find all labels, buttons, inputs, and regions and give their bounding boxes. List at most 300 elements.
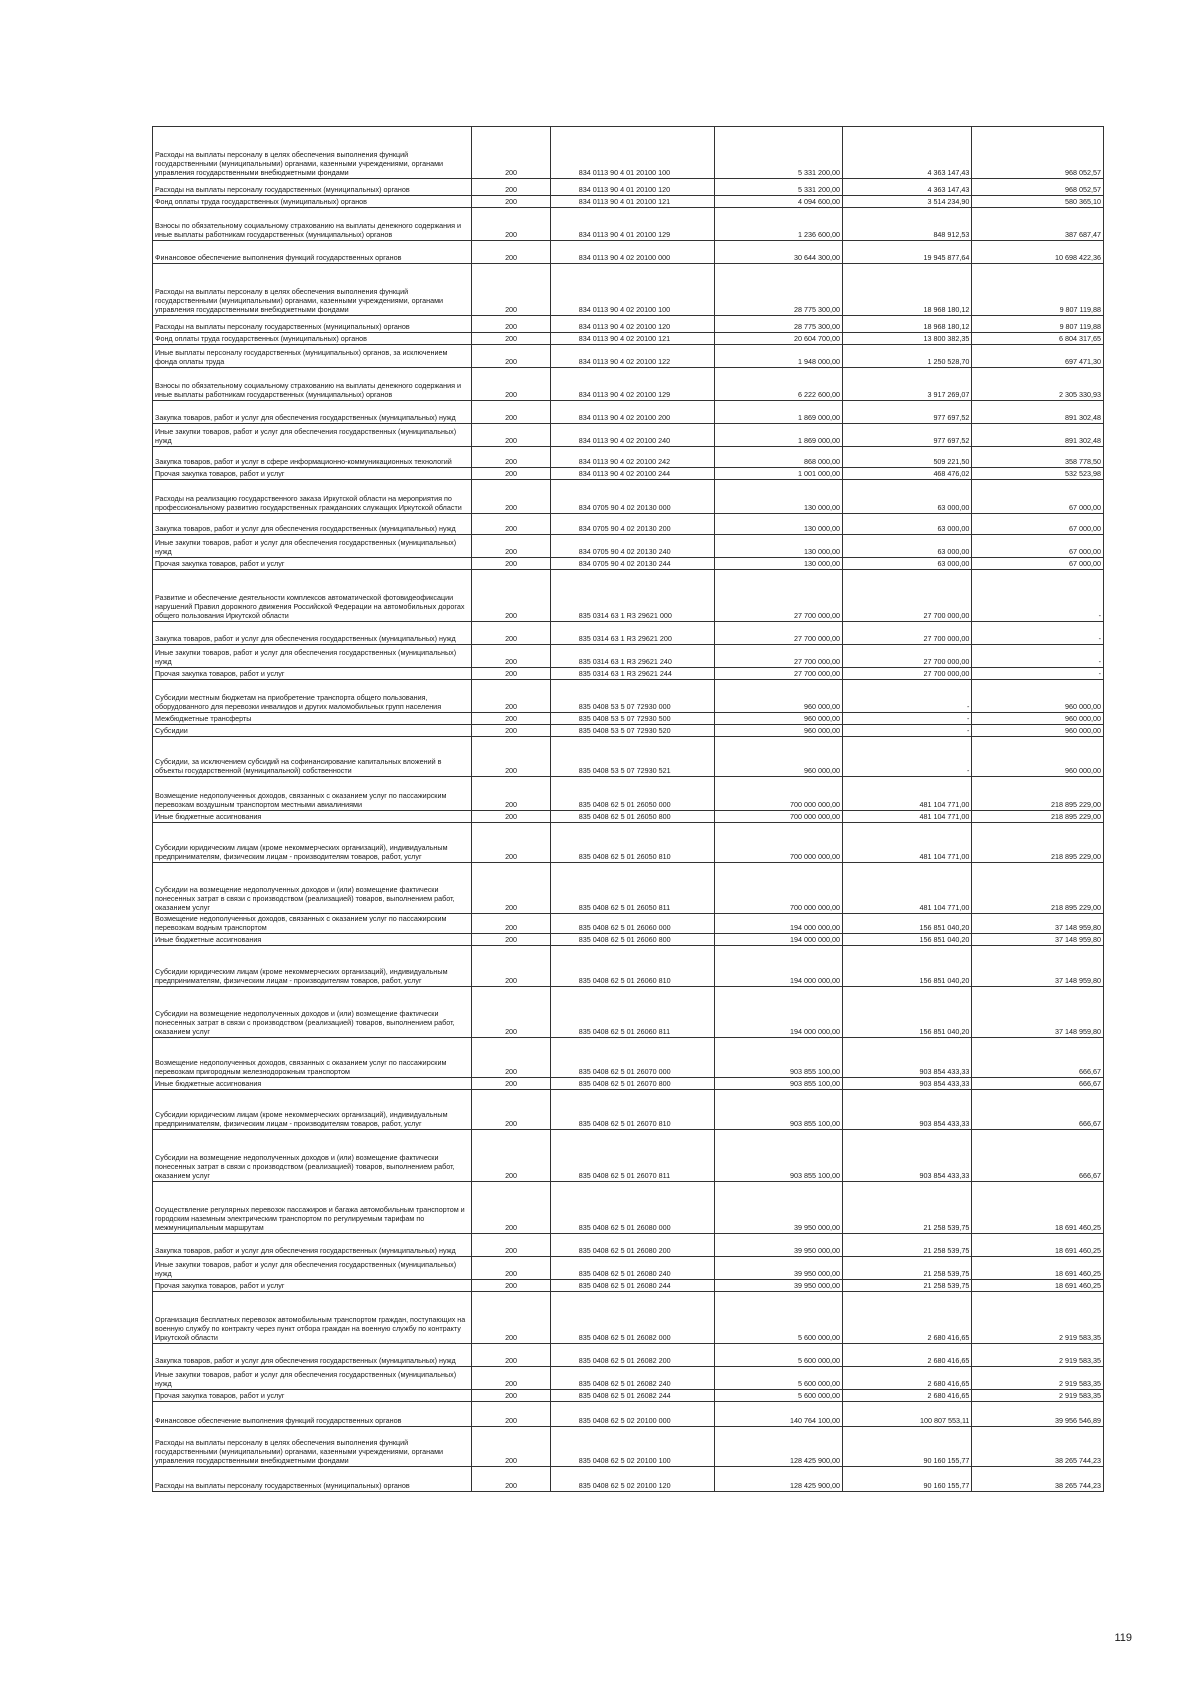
table-row [153,737,1104,777]
row-code-cell: 200 [472,264,550,316]
row-executed-cell: 21 258 539,75 [842,1257,971,1280]
table-row [153,535,1104,558]
row-unexecuted-cell: - [972,668,1104,680]
row-name-cell: Прочая закупка товаров, работ и услуг [153,468,472,480]
table-row [153,1367,1104,1390]
row-kbk-cell: 835 0408 62 5 01 26082 000 [550,1292,714,1344]
row-approved-cell: 1 869 000,00 [714,424,842,447]
row-code-cell: 200 [472,514,550,535]
table-row [153,1078,1104,1090]
row-unexecuted-cell: 18 691 460,25 [972,1234,1104,1257]
row-name-cell: Субсидии на возмещение недополученных доходов и (или) возмещение фактически понесенных затрат в связи с производством (реализацией) товаров, выполнением работ, оказанием услуг [153,987,472,1038]
row-executed-cell: 977 697,52 [842,401,971,424]
row-name-cell: Финансовое обеспечение выполнения функций государственных органов [153,1402,472,1427]
row-code-cell: 200 [472,737,550,777]
row-unexecuted-cell: 532 523,98 [972,468,1104,480]
row-name-cell: Развитие и обеспечение деятельности комплексов автоматической фотовидеофиксации нарушений Правил дорожного движения Российской Федерации на автомобильных дорогах общего пользования Иркутской области [153,570,472,622]
table-row [153,1344,1104,1367]
row-code-cell: 200 [472,424,550,447]
row-approved-cell: 6 222 600,00 [714,368,842,401]
row-approved-cell: 5 600 000,00 [714,1292,842,1344]
table-row [153,1292,1104,1344]
row-code-cell: 200 [472,668,550,680]
table-row [153,241,1104,264]
row-executed-cell: 3 514 234,90 [842,196,971,208]
row-kbk-cell: 835 0408 62 5 01 26070 000 [550,1038,714,1078]
row-approved-cell: 27 700 000,00 [714,570,842,622]
row-kbk-cell: 835 0408 62 5 02 20100 120 [550,1467,714,1492]
row-code-cell: 200 [472,914,550,934]
row-kbk-cell: 834 0113 90 4 01 20100 129 [550,208,714,241]
row-name-cell: Иные закупки товаров, работ и услуг для обеспечения государственных (муниципальных) нужд [153,1367,472,1390]
row-executed-cell: 63 000,00 [842,514,971,535]
row-approved-cell: 903 855 100,00 [714,1090,842,1130]
table-row [153,1402,1104,1427]
row-kbk-cell: 835 0408 62 5 01 26060 810 [550,946,714,987]
row-kbk-cell: 835 0408 62 5 02 20100 000 [550,1402,714,1427]
row-executed-cell: 4 363 147,43 [842,179,971,196]
row-executed-cell: 13 800 382,35 [842,333,971,345]
row-executed-cell: 63 000,00 [842,558,971,570]
row-name-cell: Возмещение недополученных доходов, связанных с оказанием услуг по пассажирским перевозкам воздушным транспортом местными авиалиниями [153,777,472,811]
table-row [153,645,1104,668]
row-executed-cell: - [842,737,971,777]
row-approved-cell: 960 000,00 [714,680,842,713]
row-code-cell: 200 [472,1467,550,1492]
row-approved-cell: 700 000 000,00 [714,777,842,811]
row-executed-cell: - [842,680,971,713]
row-executed-cell: 2 680 416,65 [842,1390,971,1402]
row-kbk-cell: 835 0408 62 5 01 26050 810 [550,823,714,863]
row-unexecuted-cell: 960 000,00 [972,680,1104,713]
row-executed-cell: 848 912,53 [842,208,971,241]
row-executed-cell: 156 851 040,20 [842,987,971,1038]
row-approved-cell: 27 700 000,00 [714,645,842,668]
row-name-cell: Расходы на реализацию государственного заказа Иркутской области на мероприятия по профессиональному развитию государственных гражданских служащих Иркутской области [153,480,472,514]
table-row [153,558,1104,570]
row-executed-cell: 156 851 040,20 [842,914,971,934]
row-approved-cell: 39 950 000,00 [714,1257,842,1280]
row-code-cell: 200 [472,345,550,368]
row-kbk-cell: 834 0113 90 4 01 20100 100 [550,127,714,179]
row-name-cell: Финансовое обеспечение выполнения функций государственных органов [153,241,472,264]
row-executed-cell: 100 807 553,11 [842,1402,971,1427]
row-kbk-cell: 835 0408 62 5 02 20100 100 [550,1427,714,1467]
row-unexecuted-cell: 960 000,00 [972,725,1104,737]
row-name-cell: Взносы по обязательному социальному страхованию на выплаты денежного содержания и иные выплаты работникам государственных (муниципальных) органов [153,368,472,401]
row-approved-cell: 39 950 000,00 [714,1280,842,1292]
row-code-cell: 200 [472,934,550,946]
row-executed-cell: 18 968 180,12 [842,264,971,316]
row-name-cell: Прочая закупка товаров, работ и услуг [153,1390,472,1402]
row-name-cell: Субсидии, за исключением субсидий на софинансирование капитальных вложений в объекты государственной (муниципальной) собственности [153,737,472,777]
row-unexecuted-cell: 580 365,10 [972,196,1104,208]
table-row [153,823,1104,863]
row-executed-cell: 19 945 877,64 [842,241,971,264]
table-row [153,1130,1104,1182]
row-code-cell: 200 [472,1427,550,1467]
row-name-cell: Расходы на выплаты персоналу в целях обеспечения выполнения функций государственными (муниципальными) органами, казенными учреждениями, органами управления государственными внебюджетными фондами [153,1427,472,1467]
row-unexecuted-cell: 218 895 229,00 [972,863,1104,914]
row-approved-cell: 1 001 000,00 [714,468,842,480]
row-name-cell: Фонд оплаты труда государственных (муниципальных) органов [153,196,472,208]
row-executed-cell: 156 851 040,20 [842,946,971,987]
row-approved-cell: 5 600 000,00 [714,1344,842,1367]
row-name-cell: Возмещение недополученных доходов, связанных с оказанием услуг по пассажирским перевозкам пригородным железнодорожным транспортом [153,1038,472,1078]
row-name-cell: Фонд оплаты труда государственных (муниципальных) органов [153,333,472,345]
row-unexecuted-cell: 18 691 460,25 [972,1182,1104,1234]
row-approved-cell: 960 000,00 [714,737,842,777]
row-code-cell: 200 [472,127,550,179]
row-executed-cell: 90 160 155,77 [842,1467,971,1492]
row-unexecuted-cell: 697 471,30 [972,345,1104,368]
row-kbk-cell: 835 0408 62 5 01 26080 244 [550,1280,714,1292]
row-kbk-cell: 835 0408 53 5 07 72930 521 [550,737,714,777]
row-name-cell: Иные бюджетные ассигнования [153,1078,472,1090]
row-name-cell: Расходы на выплаты персоналу государственных (муниципальных) органов [153,179,472,196]
row-name-cell: Иные бюджетные ассигнования [153,934,472,946]
row-code-cell: 200 [472,823,550,863]
row-name-cell: Прочая закупка товаров, работ и услуг [153,1280,472,1292]
table-row [153,1038,1104,1078]
row-executed-cell: 2 680 416,65 [842,1292,971,1344]
row-kbk-cell: 834 0113 90 4 01 20100 121 [550,196,714,208]
table-row [153,570,1104,622]
row-code-cell: 200 [472,368,550,401]
row-kbk-cell: 835 0408 62 5 01 26080 240 [550,1257,714,1280]
page-number: 119 [1114,1632,1132,1644]
row-name-cell: Организация бесплатных перевозок автомобильным транспортом граждан, поступающих на военную службу по контракту через пункт отбора граждан на военную службу по контракту Иркутской области [153,1292,472,1344]
row-unexecuted-cell: - [972,622,1104,645]
row-kbk-cell: 834 0113 90 4 02 20100 129 [550,368,714,401]
row-unexecuted-cell: 2 919 583,35 [972,1390,1104,1402]
row-kbk-cell: 835 0408 62 5 01 26050 000 [550,777,714,811]
row-unexecuted-cell: 891 302,48 [972,401,1104,424]
row-unexecuted-cell: 67 000,00 [972,535,1104,558]
row-kbk-cell: 834 0705 90 4 02 20130 240 [550,535,714,558]
row-name-cell: Закупка товаров, работ и услуг в сфере информационно-коммуникационных технологий [153,447,472,468]
row-approved-cell: 868 000,00 [714,447,842,468]
row-kbk-cell: 834 0113 90 4 02 20100 120 [550,316,714,333]
row-executed-cell: 4 363 147,43 [842,127,971,179]
row-executed-cell: 21 258 539,75 [842,1234,971,1257]
row-name-cell: Иные выплаты персоналу государственных (муниципальных) органов, за исключением фонда оплаты труда [153,345,472,368]
row-approved-cell: 5 600 000,00 [714,1390,842,1402]
row-unexecuted-cell: 67 000,00 [972,480,1104,514]
row-executed-cell: 63 000,00 [842,535,971,558]
table-row [153,1280,1104,1292]
row-executed-cell: - [842,713,971,725]
row-code-cell: 200 [472,1234,550,1257]
row-kbk-cell: 835 0314 63 1 R3 29621 200 [550,622,714,645]
row-name-cell: Закупка товаров, работ и услуг для обеспечения государственных (муниципальных) нужд [153,1344,472,1367]
row-code-cell: 200 [472,622,550,645]
row-kbk-cell: 834 0113 90 4 02 20100 242 [550,447,714,468]
row-approved-cell: 5 600 000,00 [714,1367,842,1390]
row-code-cell: 200 [472,196,550,208]
row-unexecuted-cell: 37 148 959,80 [972,934,1104,946]
row-unexecuted-cell: - [972,570,1104,622]
row-executed-cell: 1 250 528,70 [842,345,971,368]
row-approved-cell: 130 000,00 [714,480,842,514]
table-row [153,777,1104,811]
row-code-cell: 200 [472,1280,550,1292]
row-unexecuted-cell: 960 000,00 [972,737,1104,777]
row-executed-cell: 509 221,50 [842,447,971,468]
row-code-cell: 200 [472,179,550,196]
row-code-cell: 200 [472,447,550,468]
row-unexecuted-cell: 2 919 583,35 [972,1292,1104,1344]
row-name-cell: Субсидии юридическим лицам (кроме некоммерческих организаций), индивидуальным предпринимателям, физическим лицам - производителям товаров, работ, услуг [153,1090,472,1130]
row-approved-cell: 39 950 000,00 [714,1182,842,1234]
table-row [153,668,1104,680]
row-approved-cell: 128 425 900,00 [714,1427,842,1467]
row-unexecuted-cell: 9 807 119,88 [972,316,1104,333]
row-unexecuted-cell: 67 000,00 [972,558,1104,570]
row-unexecuted-cell: 218 895 229,00 [972,823,1104,863]
row-executed-cell: 903 854 433,33 [842,1090,971,1130]
row-approved-cell: 30 644 300,00 [714,241,842,264]
row-kbk-cell: 835 0408 62 5 01 26050 800 [550,811,714,823]
row-kbk-cell: 834 0113 90 4 02 20100 000 [550,241,714,264]
row-executed-cell: 27 700 000,00 [842,570,971,622]
row-unexecuted-cell: 960 000,00 [972,713,1104,725]
table-row [153,179,1104,196]
row-code-cell: 200 [472,333,550,345]
row-unexecuted-cell: 218 895 229,00 [972,777,1104,811]
row-executed-cell: 2 680 416,65 [842,1367,971,1390]
row-unexecuted-cell: 2 919 583,35 [972,1344,1104,1367]
row-kbk-cell: 835 0408 62 5 01 26080 200 [550,1234,714,1257]
row-name-cell: Субсидии юридическим лицам (кроме некоммерческих организаций), индивидуальным предпринимателям, физическим лицам - производителям товаров, работ, услуг [153,946,472,987]
row-code-cell: 200 [472,1390,550,1402]
row-executed-cell: 3 917 269,07 [842,368,971,401]
row-name-cell: Расходы на выплаты персоналу государственных (муниципальных) органов [153,316,472,333]
row-executed-cell: 468 476,02 [842,468,971,480]
row-approved-cell: 130 000,00 [714,558,842,570]
row-name-cell: Закупка товаров, работ и услуг для обеспечения государственных (муниципальных) нужд [153,1234,472,1257]
row-approved-cell: 194 000 000,00 [714,987,842,1038]
table-row [153,914,1104,934]
row-unexecuted-cell: 18 691 460,25 [972,1280,1104,1292]
row-kbk-cell: 834 0113 90 4 01 20100 120 [550,179,714,196]
row-approved-cell: 28 775 300,00 [714,316,842,333]
row-kbk-cell: 835 0408 62 5 01 26070 810 [550,1090,714,1130]
row-approved-cell: 1 869 000,00 [714,401,842,424]
row-kbk-cell: 835 0408 62 5 01 26060 811 [550,987,714,1038]
table-row [153,1467,1104,1492]
row-kbk-cell: 834 0705 90 4 02 20130 200 [550,514,714,535]
table-row [153,401,1104,424]
row-kbk-cell: 835 0408 53 5 07 72930 500 [550,713,714,725]
row-name-cell: Субсидии [153,725,472,737]
table-row [153,1427,1104,1467]
row-name-cell: Закупка товаров, работ и услуг для обеспечения государственных (муниципальных) нужд [153,514,472,535]
row-unexecuted-cell: 666,67 [972,1038,1104,1078]
row-kbk-cell: 835 0408 62 5 01 26082 200 [550,1344,714,1367]
row-code-cell: 200 [472,1257,550,1280]
row-name-cell: Иные закупки товаров, работ и услуг для обеспечения государственных (муниципальных) нужд [153,535,472,558]
row-executed-cell: 156 851 040,20 [842,934,971,946]
row-approved-cell: 140 764 100,00 [714,1402,842,1427]
table-row [153,987,1104,1038]
table-row [153,1390,1104,1402]
row-code-cell: 200 [472,401,550,424]
row-kbk-cell: 835 0408 62 5 01 26050 811 [550,863,714,914]
row-code-cell: 200 [472,1367,550,1390]
row-unexecuted-cell: 666,67 [972,1078,1104,1090]
row-approved-cell: 194 000 000,00 [714,914,842,934]
row-unexecuted-cell: 891 302,48 [972,424,1104,447]
row-unexecuted-cell: 666,67 [972,1130,1104,1182]
row-kbk-cell: 834 0705 90 4 02 20130 244 [550,558,714,570]
row-executed-cell: 21 258 539,75 [842,1280,971,1292]
row-name-cell: Прочая закупка товаров, работ и услуг [153,668,472,680]
row-approved-cell: 130 000,00 [714,514,842,535]
row-code-cell: 200 [472,570,550,622]
row-kbk-cell: 835 0314 63 1 R3 29621 240 [550,645,714,668]
row-code-cell: 200 [472,811,550,823]
table-row [153,264,1104,316]
row-code-cell: 200 [472,316,550,333]
table-row [153,725,1104,737]
row-code-cell: 200 [472,725,550,737]
table-row [153,946,1104,987]
row-code-cell: 200 [472,680,550,713]
row-unexecuted-cell: 38 265 744,23 [972,1427,1104,1467]
table-row [153,468,1104,480]
table-row [153,1090,1104,1130]
table-row [153,514,1104,535]
row-name-cell: Возмещение недополученных доходов, связанных с оказанием услуг по пассажирским перевозкам водным транспортом [153,914,472,934]
table-row [153,680,1104,713]
row-executed-cell: 481 104 771,00 [842,777,971,811]
table-row [153,811,1104,823]
row-kbk-cell: 834 0113 90 4 02 20100 122 [550,345,714,368]
row-executed-cell: 481 104 771,00 [842,863,971,914]
row-unexecuted-cell: 968 052,57 [972,127,1104,179]
table-row [153,863,1104,914]
row-name-cell: Расходы на выплаты персоналу в целях обеспечения выполнения функций государственными (муниципальными) органами, казенными учреждениями, органами управления государственными внебюджетными фондами [153,127,472,179]
row-approved-cell: 1 236 600,00 [714,208,842,241]
row-name-cell: Закупка товаров, работ и услуг для обеспечения государственных (муниципальных) нужд [153,401,472,424]
row-code-cell: 200 [472,1130,550,1182]
row-unexecuted-cell: 37 148 959,80 [972,914,1104,934]
table-row [153,447,1104,468]
row-code-cell: 200 [472,1292,550,1344]
table-row [153,1257,1104,1280]
row-kbk-cell: 835 0408 53 5 07 72930 520 [550,725,714,737]
table-row [153,345,1104,368]
row-code-cell: 200 [472,1344,550,1367]
row-executed-cell: 27 700 000,00 [842,645,971,668]
row-code-cell: 200 [472,645,550,668]
row-kbk-cell: 835 0408 62 5 01 26082 244 [550,1390,714,1402]
row-name-cell: Межбюджетные трансферты [153,713,472,725]
row-code-cell: 200 [472,987,550,1038]
row-code-cell: 200 [472,241,550,264]
table-row [153,934,1104,946]
row-executed-cell: 21 258 539,75 [842,1182,971,1234]
row-code-cell: 200 [472,946,550,987]
row-executed-cell: 18 968 180,12 [842,316,971,333]
row-executed-cell: 481 104 771,00 [842,823,971,863]
row-approved-cell: 1 948 000,00 [714,345,842,368]
row-executed-cell: 2 680 416,65 [842,1344,971,1367]
row-name-cell: Субсидии на возмещение недополученных доходов и (или) возмещение фактически понесенных затрат в связи с производством (реализацией) товаров, выполнением работ, оказанием услуг [153,863,472,914]
table-row [153,333,1104,345]
row-code-cell: 200 [472,208,550,241]
table-row [153,208,1104,241]
row-kbk-cell: 835 0408 62 5 01 26082 240 [550,1367,714,1390]
table-row [153,480,1104,514]
row-approved-cell: 194 000 000,00 [714,946,842,987]
row-approved-cell: 20 604 700,00 [714,333,842,345]
row-kbk-cell: 834 0705 90 4 02 20130 000 [550,480,714,514]
row-kbk-cell: 835 0408 62 5 01 26060 000 [550,914,714,934]
row-kbk-cell: 835 0408 62 5 01 26080 000 [550,1182,714,1234]
row-name-cell: Иные закупки товаров, работ и услуг для обеспечения государственных (муниципальных) нужд [153,424,472,447]
row-code-cell: 200 [472,1090,550,1130]
row-kbk-cell: 834 0113 90 4 02 20100 200 [550,401,714,424]
row-approved-cell: 960 000,00 [714,713,842,725]
budget-execution-table [152,126,1104,1492]
row-executed-cell: 903 854 433,33 [842,1078,971,1090]
row-approved-cell: 903 855 100,00 [714,1038,842,1078]
row-approved-cell: 194 000 000,00 [714,934,842,946]
row-executed-cell: 27 700 000,00 [842,668,971,680]
row-kbk-cell: 835 0314 63 1 R3 29621 244 [550,668,714,680]
table-row [153,713,1104,725]
row-kbk-cell: 835 0408 62 5 01 26070 811 [550,1130,714,1182]
row-unexecuted-cell: 37 148 959,80 [972,987,1104,1038]
row-unexecuted-cell: 10 698 422,36 [972,241,1104,264]
row-name-cell: Расходы на выплаты персоналу государственных (муниципальных) органов [153,1467,472,1492]
row-unexecuted-cell: 218 895 229,00 [972,811,1104,823]
row-approved-cell: 5 331 200,00 [714,127,842,179]
table-row [153,1182,1104,1234]
row-name-cell: Прочая закупка товаров, работ и услуг [153,558,472,570]
row-approved-cell: 130 000,00 [714,535,842,558]
table-row [153,316,1104,333]
row-name-cell: Субсидии на возмещение недополученных доходов и (или) возмещение фактически понесенных затрат в связи с производством (реализацией) товаров, выполнением работ, оказанием услуг [153,1130,472,1182]
row-name-cell: Закупка товаров, работ и услуг для обеспечения государственных (муниципальных) нужд [153,622,472,645]
row-code-cell: 200 [472,468,550,480]
table-row [153,368,1104,401]
row-name-cell: Иные бюджетные ассигнования [153,811,472,823]
row-code-cell: 200 [472,1182,550,1234]
row-executed-cell: 63 000,00 [842,480,971,514]
row-kbk-cell: 835 0408 62 5 01 26060 800 [550,934,714,946]
row-approved-cell: 700 000 000,00 [714,811,842,823]
row-approved-cell: 128 425 900,00 [714,1467,842,1492]
row-unexecuted-cell: 18 691 460,25 [972,1257,1104,1280]
row-unexecuted-cell: 666,67 [972,1090,1104,1130]
row-approved-cell: 903 855 100,00 [714,1130,842,1182]
row-unexecuted-cell: 67 000,00 [972,514,1104,535]
row-kbk-cell: 835 0314 63 1 R3 29621 000 [550,570,714,622]
row-name-cell: Расходы на выплаты персоналу в целях обеспечения выполнения функций государственными (муниципальными) органами, казенными учреждениями, органами управления государственными внебюджетными фондами [153,264,472,316]
row-approved-cell: 4 094 600,00 [714,196,842,208]
row-name-cell: Субсидии юридическим лицам (кроме некоммерческих организаций), индивидуальным предпринимателям, физическим лицам - производителям товаров, работ, услуг [153,823,472,863]
row-kbk-cell: 834 0113 90 4 02 20100 240 [550,424,714,447]
row-executed-cell: 27 700 000,00 [842,622,971,645]
row-code-cell: 200 [472,1402,550,1427]
row-code-cell: 200 [472,863,550,914]
row-approved-cell: 27 700 000,00 [714,668,842,680]
row-unexecuted-cell: 39 956 546,89 [972,1402,1104,1427]
row-unexecuted-cell: - [972,645,1104,668]
